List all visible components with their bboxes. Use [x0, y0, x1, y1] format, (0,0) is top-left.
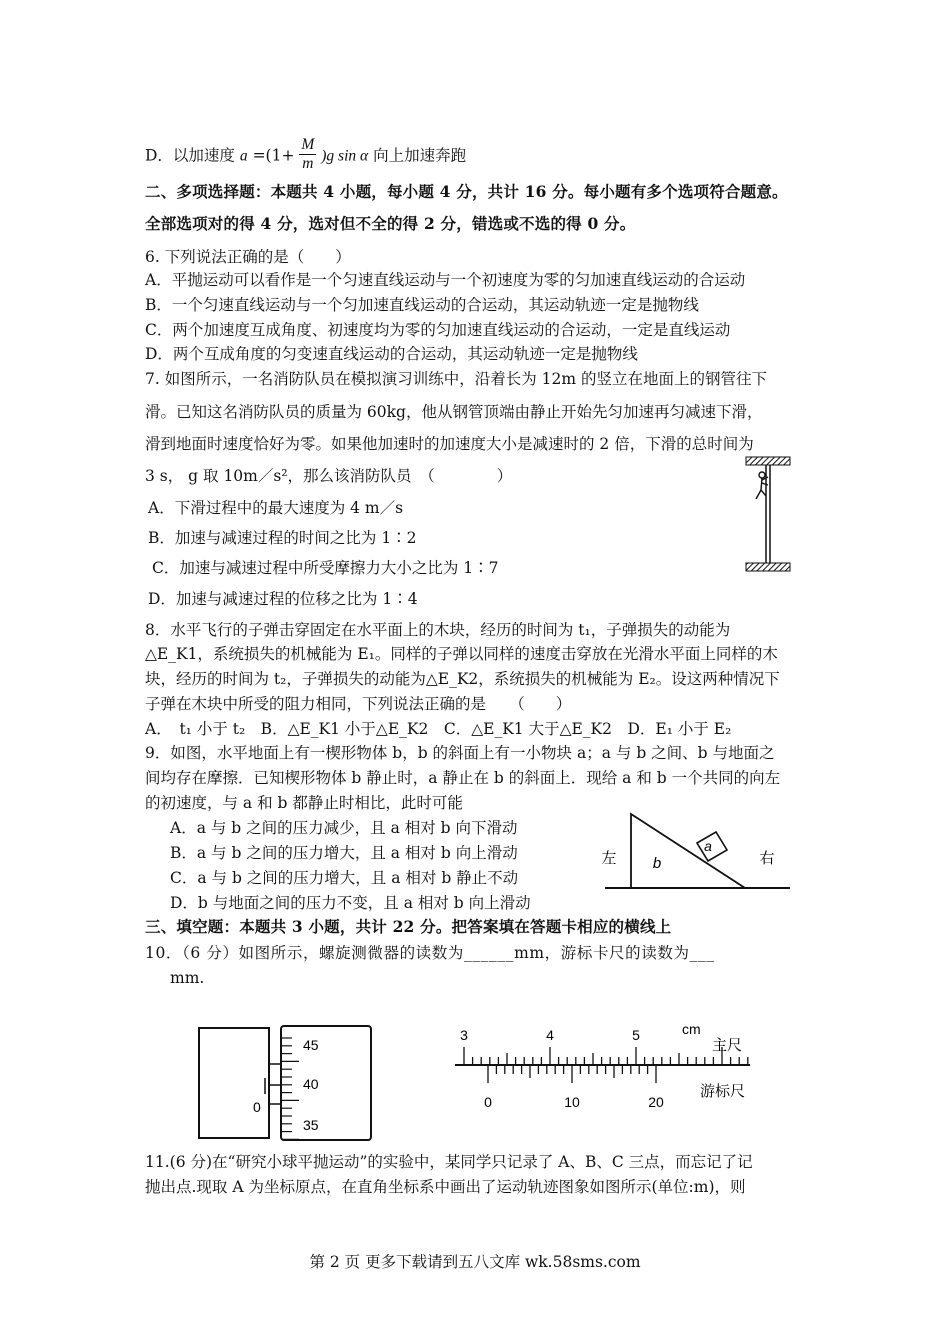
q7-option-c: C．加速与减速过程中所受摩擦力大小之比为 1∶7 [152, 559, 499, 577]
q9-option-b: B．a 与 b 之间的压力增大，且 a 相对 b 向上滑动 [170, 844, 518, 862]
main-scale-label: 主尺 [712, 1037, 743, 1054]
micrometer-sleeve [269, 1064, 281, 1104]
thimble-ticks [281, 1038, 299, 1139]
q6-stem: 6. 下列说法正确的是（ ） [145, 248, 351, 266]
q6-option-c: C．两个加速度互成角度、初速度均为零的匀加速直线运动的合运动，一定是直线运动 [145, 321, 731, 339]
unit-label: cm [682, 1021, 701, 1037]
wedge-b [631, 814, 745, 888]
q6-option-d: D．两个互成角度的匀变速直线运动的合运动，其运动轨迹一定是抛物线 [145, 345, 638, 363]
vernier-figure [450, 1020, 770, 1120]
fraction-denominator: m [302, 155, 314, 172]
main-label-3: 3 [460, 1027, 468, 1043]
q11-line1: 11.(6 分)在“研究小球平抛运动”的实验中，某同学只记录了 A、B、C 三点，而忘记了记 [145, 1153, 753, 1171]
section2-line2: 全部选项对的得 4 分，选对但不全的得 2 分，错选或不选的得 0 分。 [145, 214, 636, 233]
page-footer: 第 2 页 更多下载请到五八文库 wk.58sms.com [309, 1253, 641, 1271]
main-label-5: 5 [632, 1027, 640, 1043]
q11-line2: 抛出点.现取 A 为坐标原点，在直角坐标系中画出了运动轨迹图象如图所示(单位:m)，则 [145, 1178, 746, 1196]
label-left: 左 [601, 850, 617, 867]
sleeve-label-0: 0 [253, 1099, 261, 1115]
q7-line3: 滑到地面时速度恰好为零。如果他加速时的加速度大小是减速时的 2 倍，下滑的总时间为 [145, 435, 754, 453]
q6-option-b: B．一个匀速直线运动与一个匀加速直线运动的合运动，其运动轨迹一定是抛物线 [145, 296, 699, 314]
thimble-label-45: 45 [303, 1037, 319, 1053]
label-b: b [652, 855, 662, 872]
q8-line1: 8．水平飞行的子弹击穿固定在水平面上的木块，经历的时间为 t₁，子弹损失的动能为 [145, 621, 731, 639]
q9-option-c: C．a 与 b 之间的压力增大，且 a 相对 b 静止不动 [170, 869, 519, 887]
q10-line1: 10．（6 分）如图所示，螺旋测微器的读数为______mm，游标卡尺的读数为___ [145, 944, 715, 962]
q7-line2: 滑。已知这名消防队员的质量为 60kg，他从钢管顶端由静止开始先匀加速再匀减速下滑， [145, 403, 763, 421]
thimble-label-35: 35 [303, 1117, 319, 1133]
main-label-4: 4 [546, 1027, 554, 1043]
q9-option-d: D．b 与地面之间的压力不变，且 a 相对 b 向上滑动 [170, 894, 531, 912]
q9-line2: 间均存在摩擦．已知楔形物体 b 静止时，a 静止在 b 的斜面上．现给 a 和 b 一个共同的向左 [145, 769, 781, 787]
q7-line1: 7. 如图所示，一名消防队员在模拟演习训练中，沿着长为 12m 的竖立在地面上的钢管往下 [145, 370, 767, 388]
block-a [697, 832, 727, 861]
formula-tail: )g sin α [321, 147, 369, 165]
q10-line2: mm. [170, 969, 205, 987]
fraction-numerator: M [301, 136, 315, 153]
ceiling-hatch [746, 457, 790, 465]
firefighter-pole-figure [742, 455, 794, 575]
q8-options: A． t₁ 小于 t₂ B．△E_K1 小于△E_K2 C．△E_K1 大于△E_K2 D．E₁ 小于 E₂ [145, 720, 732, 738]
q5d-label: D．以加速度 [145, 146, 235, 165]
q5-option-d [145, 138, 466, 175]
q7-line4: 3 s， g 取 10m／s²，那么该消防队员 （ ） [145, 467, 513, 485]
q7-option-a: A．下滑过程中的最大速度为 4 m／s [148, 499, 404, 517]
micrometer-frame [199, 1028, 269, 1138]
label-right: 右 [759, 850, 775, 867]
vern-label-20: 20 [648, 1094, 664, 1110]
thimble-label-40: 40 [303, 1076, 319, 1092]
q8-line2: △E_K1，系统损失的机械能为 E₁。同样的子弹以同样的速度击穿放在光滑水平面上同样的木 [145, 645, 778, 663]
vernier-scale-ticks [488, 1065, 656, 1083]
micrometer-thimble [281, 1026, 371, 1140]
q9-option-a: A．a 与 b 之间的压力减少，且 a 相对 b 向下滑动 [170, 819, 518, 837]
vern-label-0: 0 [484, 1094, 492, 1110]
section3-heading: 三、填空题：本题共 3 小题，共计 22 分。把答案填在答题卡相应的横线上 [145, 917, 672, 936]
main-scale-ticks [464, 1047, 748, 1065]
label-a: a [704, 838, 712, 854]
fraction [299, 136, 316, 173]
q7-option-d: D．加速与减速过程的位移之比为 1∶4 [148, 590, 418, 608]
q8-line3: 块，经历的时间为 t₂，子弹损失的动能为△E_K2，系统损失的机械能为 E₂。设这两种情况下 [145, 670, 780, 688]
micrometer-figure [195, 1020, 380, 1145]
q9-line3: 的初速度，与 a 和 b 都静止时相比，此时可能 [145, 794, 463, 812]
q5d-suffix: 向上加速奔跑 [373, 146, 467, 165]
vern-label-10: 10 [564, 1094, 580, 1110]
q8-line4: 子弹在木块中所受的阻力相同，下列说法正确的是 （ ） [145, 695, 572, 713]
formula-a: a [239, 147, 248, 165]
section2-line1: 二、多项选择题：本题共 4 小题，每小题 4 分，共计 16 分。每小题有多个选项符合题意。 [145, 182, 788, 201]
q9-line1: 9．如图，水平地面上有一楔形物体 b，b 的斜面上有一小物块 a；a 与 b 之间、b 与地面之 [145, 744, 775, 762]
q6-option-a: A．平抛运动可以看作是一个匀速直线运动与一个初速度为零的匀加速直线运动的合运动 [145, 271, 746, 289]
vernier-scale-label: 游标尺 [700, 1083, 746, 1100]
q7-option-b: B．加速与减速过程的时间之比为 1∶2 [148, 529, 417, 547]
formula-eq: =(1+ [252, 146, 295, 165]
wedge-figure [595, 808, 795, 896]
ground-hatch [746, 563, 790, 571]
